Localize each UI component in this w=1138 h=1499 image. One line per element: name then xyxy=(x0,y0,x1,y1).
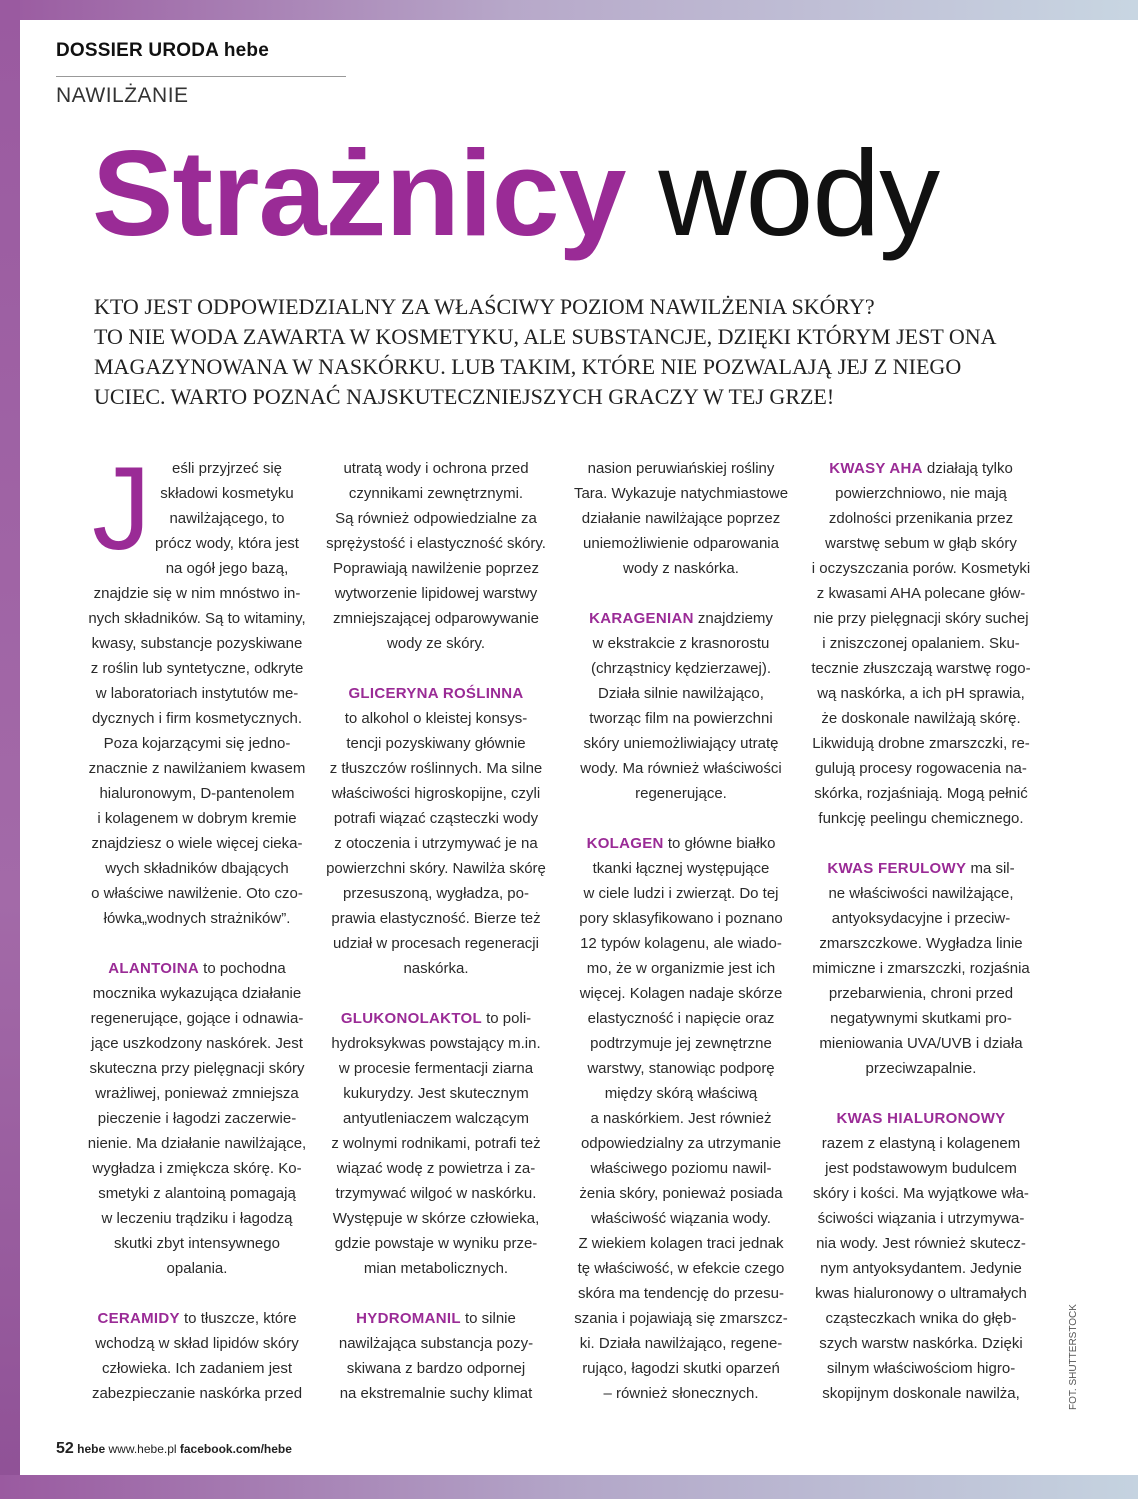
text-line: żenia skóry, ponieważ posiada xyxy=(579,1185,783,1202)
text-line: przesuszoną, wygładza, po- xyxy=(343,885,529,902)
text-fragment: działają tylko xyxy=(922,460,1013,477)
text-line xyxy=(325,681,547,706)
text-column-4 xyxy=(810,456,1032,1406)
text-line: (chrząstnicy kędzierzawej). xyxy=(590,660,772,677)
text-line: pory sklasyfikowano i poznano xyxy=(579,910,783,927)
text-line: to alkohol o kleistej konsys- xyxy=(344,710,528,727)
text-line: wrażliwej, ponieważ zmniejsza xyxy=(95,1085,299,1102)
text-line: Są również odpowiedzialne za xyxy=(335,510,537,527)
paragraph-gap xyxy=(86,1281,308,1306)
text-line: antyutleniaczem walczącym xyxy=(343,1110,529,1127)
text-line: regenerujące, gojące i odnawia- xyxy=(90,1010,304,1027)
top-decorative-bar xyxy=(0,0,1138,20)
text-line: nawilżającego, to xyxy=(169,510,285,527)
text-fragment: ma sil- xyxy=(966,860,1015,877)
text-line xyxy=(325,1306,547,1331)
text-fragment: znajdziemy xyxy=(693,610,773,627)
text-line: regenerujące. xyxy=(635,785,727,802)
text-line: antyoksydacyjne i przeciw- xyxy=(831,910,1011,927)
section-brand: hebe xyxy=(223,40,269,61)
footer xyxy=(56,1440,292,1458)
text-line: pieczenie i łagodzi zaczerwie- xyxy=(97,1110,297,1127)
text-fragment: to tłuszcze, które xyxy=(179,1310,297,1327)
text-line: z roślin lub syntetyczne, odkryte xyxy=(90,660,304,677)
text-line: elastyczność i napięcie oraz xyxy=(587,1010,775,1027)
text-column-1 xyxy=(86,456,308,1406)
text-line xyxy=(86,956,308,981)
page-title xyxy=(92,118,939,268)
text-fragment: to pochodna xyxy=(199,960,286,977)
text-line: z tłuszczów roślinnych. Ma silne xyxy=(329,760,543,777)
ingredient-keyword: CERAMIDY xyxy=(97,1310,180,1327)
text-line: jest podstawowym budulcem xyxy=(825,1160,1017,1177)
lead-line: MAGAZYNOWANA W NASKÓRKU. LUB TAKIM, KTÓRE NIE POZWALAJĄ JEJ Z NIEGO xyxy=(94,354,962,379)
text-line: trzymywać wilgoć w naskórku. xyxy=(335,1185,537,1202)
text-line: mo, że w organizmie jest ich xyxy=(586,960,776,977)
text-line xyxy=(810,856,1032,881)
text-line: i zniszczonej opalaniem. Sku- xyxy=(822,635,1020,652)
text-line xyxy=(810,1106,1032,1131)
text-line: ki. Działa nawilżająco, regene- xyxy=(579,1335,783,1352)
ingredient-keyword: KOLAGEN xyxy=(586,835,664,852)
text-line: nienie. Ma działanie nawilżające, xyxy=(87,1135,307,1152)
text-column-2 xyxy=(325,456,547,1406)
text-line: w ekstrakcie z krasnorostu xyxy=(592,635,770,652)
text-line: wody z naskórka. xyxy=(623,560,739,577)
text-line: w procesie fermentacji ziarna xyxy=(338,1060,534,1077)
text-line: wych składników dbających xyxy=(105,860,289,877)
text-fragment: to silnie xyxy=(460,1310,516,1327)
text-line: ściwości wiązania i utrzymywa- xyxy=(817,1210,1025,1227)
text-line: Występuje w skórze człowieka, xyxy=(332,1210,540,1227)
lead-line: UCIEC. WARTO POZNAĆ NAJSKUTECZNIEJSZYCH GRACZY W TEJ GRZE! xyxy=(94,384,835,409)
text-line: na ogół jego bazą, xyxy=(165,560,289,577)
text-line: szania i pojawiają się zmarszcz- xyxy=(574,1310,788,1327)
text-line: skopijnym doskonale nawilża, xyxy=(822,1385,1020,1402)
text-line: skórka, rozjaśniają. Mogą pełnić xyxy=(814,785,1028,802)
text-line: Z wiekiem kolagen traci jednak xyxy=(578,1235,784,1252)
text-line: zmniejszającej odparowywanie xyxy=(333,610,539,627)
text-line: prawia elastyczność. Bierze też xyxy=(331,910,541,927)
text-line: nym antyoksydantem. Jedynie xyxy=(820,1260,1022,1277)
text-line: i oczyszczania porów. Kosmetyki xyxy=(811,560,1031,577)
text-line: mocznika wykazująca działanie xyxy=(92,985,302,1002)
paragraph-gap xyxy=(570,806,792,831)
text-line: odpowiedzialny za utrzymanie xyxy=(580,1135,782,1152)
text-line: negatywnymi skutkami pro- xyxy=(830,1010,1012,1027)
text-line: hialuronowym, D-pantenolem xyxy=(99,785,295,802)
text-line: czynnikami zewnętrznymi. xyxy=(348,485,524,502)
text-line: znajdziesz o wiele więcej cieka- xyxy=(91,835,303,852)
lead-paragraph xyxy=(94,292,1074,412)
text-line xyxy=(570,831,792,856)
text-line: mian metabolicznych. xyxy=(363,1260,509,1277)
text-line: prócz wody, która jest xyxy=(155,535,299,552)
text-line: między skórą właściwą xyxy=(604,1085,758,1102)
text-line: wiązać wodę z powietrza i za- xyxy=(336,1160,536,1177)
section-rule xyxy=(56,76,346,77)
ingredient-keyword: GLICERYNA ROŚLINNA xyxy=(348,685,524,702)
text-line: silnym właściwościom higro- xyxy=(826,1360,1016,1377)
ingredient-keyword: KWAS HIALURONOWY xyxy=(836,1110,1006,1127)
lead-line: KTO JEST ODPOWIEDZIALNY ZA WŁAŚCIWY POZIOM NAWILŻENIA SKÓRY? xyxy=(94,294,875,319)
paragraph-gap xyxy=(325,656,547,681)
text-line: naskórka. xyxy=(403,960,469,977)
title-accent: Strażnicy xyxy=(92,125,626,261)
text-line: hydroksykwas powstający m.in. xyxy=(331,1035,541,1052)
text-line: opalania. xyxy=(166,1260,228,1277)
section-label xyxy=(56,40,269,62)
text-line: mieniowania UVA/UVB i działa xyxy=(819,1035,1023,1052)
paragraph-gap xyxy=(325,1281,547,1306)
text-line: tę właściwość, w efekcie czego xyxy=(577,1260,785,1277)
text-line: zabezpieczanie naskórka przed xyxy=(91,1385,303,1402)
text-line: skiwana z bardzo odpornej xyxy=(346,1360,526,1377)
text-line: z kwasami AHA polecane głów- xyxy=(816,585,1026,602)
paragraph-gap xyxy=(810,1081,1032,1106)
ingredient-keyword: KARAGENIAN xyxy=(589,610,694,627)
left-decorative-bar xyxy=(0,0,20,1499)
text-line: udział w procesach regeneracji xyxy=(333,935,539,952)
text-line: w laboratoriach instytutów me- xyxy=(95,685,299,702)
text-line xyxy=(325,1006,547,1031)
ingredient-keyword: HYDROMANIL xyxy=(356,1310,461,1327)
text-line: składowi kosmetyku xyxy=(160,485,294,502)
footer-facebook-link[interactable]: facebook.com/hebe xyxy=(179,1442,292,1456)
paragraph-gap xyxy=(86,931,308,956)
text-line: wody ze skóry. xyxy=(386,635,486,652)
text-line: nawilżająca substancja pozy- xyxy=(338,1335,534,1352)
text-line: mimiczne i zmarszczki, rozjaśnia xyxy=(812,960,1030,977)
bottom-decorative-bar xyxy=(0,1475,1138,1499)
paragraph-gap xyxy=(810,831,1032,856)
text-column-3 xyxy=(570,456,792,1406)
text-line: rująco, łagodzi skutki oparzeń xyxy=(582,1360,780,1377)
text-line: skuteczna przy pielęgnacji skóry xyxy=(89,1060,305,1077)
text-line: Tara. Wykazuje natychmiastowe xyxy=(573,485,789,502)
text-fragment: to główne białko xyxy=(663,835,776,852)
text-line: tecznie złuszczają warstwę rogo- xyxy=(811,660,1031,677)
text-line: smetyki z alantoiną pomagają xyxy=(98,1185,296,1202)
text-line: przebarwienia, chroni przed xyxy=(828,985,1014,1002)
section-name: DOSSIER URODA xyxy=(56,40,219,61)
text-line: właściwego poziomu nawil- xyxy=(590,1160,772,1177)
text-line: a naskórkiem. Jest również xyxy=(590,1110,772,1127)
text-line: wchodzą w skład lipidów skóry xyxy=(95,1335,299,1352)
footer-brand: hebe xyxy=(77,1442,106,1456)
text-line xyxy=(86,1306,308,1331)
text-line: o właściwe nawilżenie. Oto czo- xyxy=(91,885,303,902)
text-line: wytworzenie lipidowej warstwy xyxy=(334,585,538,602)
text-line: z otoczenia i utrzymywać je na xyxy=(334,835,538,852)
lead-line: TO NIE WODA ZAWARTA W KOSMETYKU, ALE SUBSTANCJE, DZIĘKI KTÓRYM JEST ONA xyxy=(94,324,997,349)
text-line: 12 typów kolagenu, ale wiado- xyxy=(580,935,782,952)
text-line: wą naskórka, a ich pH sprawia, xyxy=(817,685,1025,702)
text-line: szych warstw naskórka. Dzięki xyxy=(819,1335,1023,1352)
ingredient-keyword: GLUKONOLAKTOL xyxy=(340,1010,482,1027)
text-line: z wolnymi rodnikami, potrafi też xyxy=(331,1135,541,1152)
text-line: utratą wody i ochrona przed xyxy=(343,460,529,477)
text-line: podtrzymuje jej zewnętrzne xyxy=(590,1035,772,1052)
text-line: skóra ma tendencję do przesu- xyxy=(578,1285,784,1302)
text-line: tencji pozyskiwany głównie xyxy=(346,735,526,752)
text-line: zdolności przenikania przez xyxy=(828,510,1014,527)
text-line: jące uszkodzony naskórek. Jest xyxy=(91,1035,303,1052)
text-line: tworząc film na powierzchni xyxy=(589,710,773,727)
text-line: wygładza i zmiękcza skórę. Ko- xyxy=(92,1160,302,1177)
text-line: funkcję peelingu chemicznego. xyxy=(818,810,1024,827)
text-fragment: to poli- xyxy=(481,1010,532,1027)
text-line xyxy=(810,456,1032,481)
ingredient-keyword: ALANTOINA xyxy=(108,960,199,977)
text-line: wody. Ma również właściwości xyxy=(580,760,782,777)
text-line: nasion peruwiańskiej rośliny xyxy=(587,460,775,477)
text-line: dycznych i firm kosmetycznych. xyxy=(91,710,303,727)
text-line: Poza kojarzącymi się jedno- xyxy=(103,735,291,752)
text-line: kwas hialuronowy o ultramałych xyxy=(815,1285,1027,1302)
text-line: Likwidują drobne zmarszczki, re- xyxy=(812,735,1030,752)
text-line: sprężystość i elastyczność skóry. xyxy=(326,535,546,552)
text-line: warstwę sebum w głąb skóry xyxy=(825,535,1017,552)
text-line: ne właściwości nawilżające, xyxy=(828,885,1014,902)
text-line: i kolagenem w dobrym kremie xyxy=(97,810,297,827)
title-rest: wody xyxy=(658,125,940,261)
text-line: znacznie z nawilżaniem kwasem xyxy=(88,760,306,777)
text-line: warstwy, stanowiąc podporę xyxy=(587,1060,775,1077)
text-line xyxy=(570,606,792,631)
footer-website-link[interactable]: www.hebe.pl xyxy=(108,1442,177,1456)
text-line: znajdzie się w nim mnóstwo in- xyxy=(93,585,301,602)
text-line: skóry i kości. Ma wyjątkowe wła- xyxy=(813,1185,1029,1202)
text-line: właściwość wiązania wody. xyxy=(591,1210,771,1227)
paragraph-gap xyxy=(325,981,547,1006)
text-line: właściwości higroskopijne, czyli xyxy=(331,785,541,802)
text-line: w ciele ludzi i zwierząt. Do tej xyxy=(583,885,779,902)
text-line: potrafi wiązać cząsteczki wody xyxy=(333,810,539,827)
ingredient-keyword: KWAS FERULOWY xyxy=(827,860,967,877)
page-number: 52 xyxy=(56,1440,74,1457)
text-line: przeciwzapalnie. xyxy=(865,1060,977,1077)
text-line: więcej. Kolagen nadaje skórze xyxy=(579,985,783,1002)
subsection-label: NAWILŻANIE xyxy=(56,84,189,107)
text-line: skóry uniemożliwiający utratę xyxy=(583,735,779,752)
paragraph-gap xyxy=(570,581,792,606)
text-line: gulują procesy rogowacenia na- xyxy=(815,760,1027,777)
text-line: gdzie powstaje w wyniku prze- xyxy=(334,1235,538,1252)
text-line: powierzchni skóry. Nawilża skórę xyxy=(326,860,546,877)
text-line: nia wody. Jest również skutecz- xyxy=(816,1235,1026,1252)
text-line: kwasy, substancje pozyskiwane xyxy=(91,635,303,652)
text-line: kukurydzy. Jest skutecznym xyxy=(343,1085,529,1102)
text-line: zmarszczkowe. Wygładza linie xyxy=(819,935,1023,952)
text-line: – również słonecznych. xyxy=(603,1385,759,1402)
text-line: w leczeniu trądziku i łagodzą xyxy=(101,1210,293,1227)
text-line: eśli przyjrzeć się xyxy=(171,460,283,477)
text-line: człowieka. Ich zadaniem jest xyxy=(101,1360,293,1377)
text-line: łówka„wodnych strażników”. xyxy=(103,910,291,927)
photo-credit: FOT. SHUTTERSTOCK xyxy=(1068,1304,1079,1410)
text-line: tkanki łącznej występujące xyxy=(592,860,770,877)
drop-cap: J xyxy=(92,443,151,575)
text-line: na ekstremalnie suchy klimat xyxy=(339,1385,533,1402)
text-line: że doskonale nawilżają skórę. xyxy=(821,710,1021,727)
text-line: skutki zbyt intensywnego xyxy=(114,1235,280,1252)
text-line: powierzchniowo, nie mają xyxy=(835,485,1007,502)
text-line: działanie nawilżające poprzez xyxy=(581,510,781,527)
text-line: nie przy pielęgnacji skóry suchej xyxy=(813,610,1029,627)
text-line: uniemożliwienie odparowania xyxy=(583,535,779,552)
text-line: Działa silnie nawilżająco, xyxy=(598,685,764,702)
text-line: razem z elastyną i kolagenem xyxy=(821,1135,1021,1152)
text-line: Poprawiają nawilżenie poprzez xyxy=(333,560,539,577)
text-line: cząsteczkach wnika do głęb- xyxy=(825,1310,1017,1327)
ingredient-keyword: KWASY AHA xyxy=(829,460,923,477)
text-line: nych składników. Są to witaminy, xyxy=(88,610,306,627)
